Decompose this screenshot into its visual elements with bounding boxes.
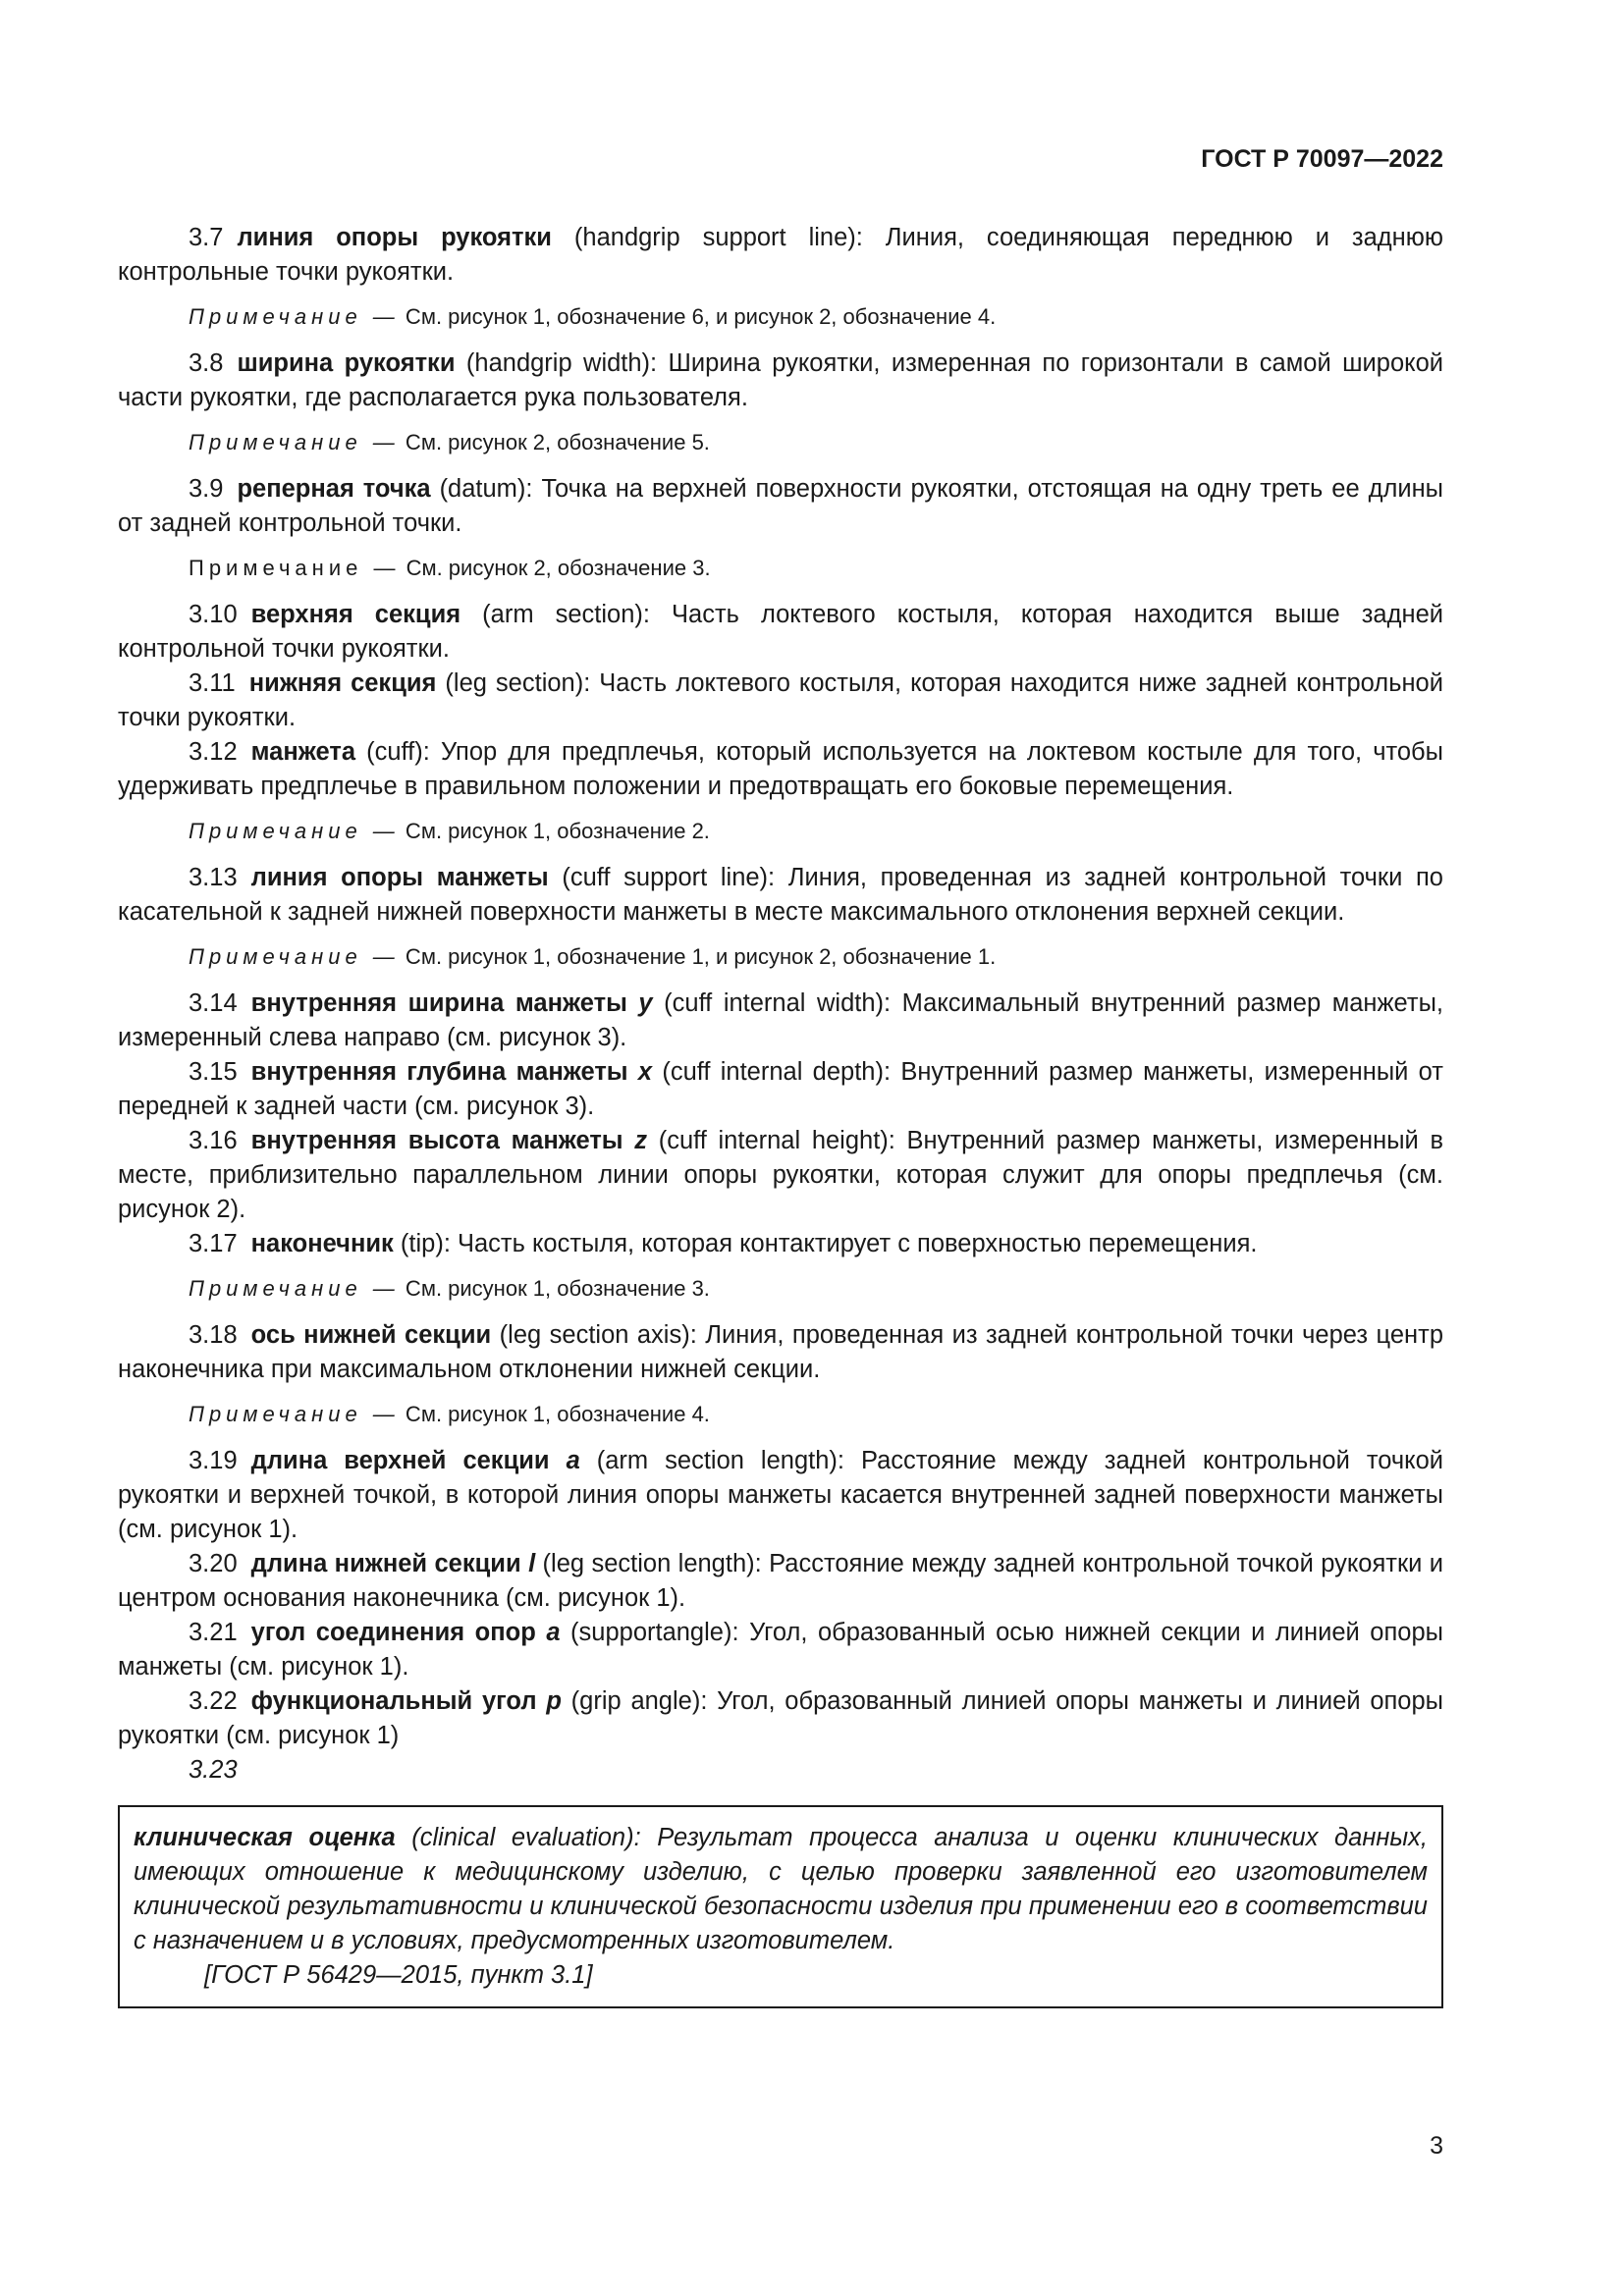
note-3-8: Примечание — См. рисунок 2, обозначение 5.: [189, 430, 710, 454]
term-3-22: 3.22 функциональный угол p (grip angle): Угол, образованный линией опоры манжеты и линией опоры рукоятки (см. рисунок 1): [118, 1687, 1443, 1749]
term-3-23-number: 3.23: [189, 1756, 238, 1784]
boxed-term: клиническая оценка: [134, 1824, 396, 1851]
term-3-13: 3.13 линия опоры манжеты (cuff support line): Линия, проведенная из задней контрольной точки по касательной к задней нижней поверхности манжеты в месте максимального отклонения верхней секции.: [118, 864, 1443, 926]
term-3-7: 3.7 линия опоры рукоятки (handgrip support line): Линия, соединяющая переднюю и заднюю контрольные точки рукоятки.: [118, 224, 1443, 286]
note-3-17: Примечание — См. рисунок 1, обозначение 3.: [189, 1276, 710, 1301]
term-3-10: 3.10 верхняя секция (arm section): Часть локтевого костыля, которая находится выше задней контрольной точки рукоятки.: [118, 601, 1444, 663]
term-3-8: 3.8 ширина рукоятки (handgrip width): Ширина рукоятки, измеренная по горизонтали в самой широкой части рукоятки, где располагается рука пользователя.: [118, 349, 1444, 411]
term-3-16: 3.16 внутренняя высота манжеты z (cuff internal height): Внутренний размер манжеты, измеренный в месте, приблизительно параллельном линии опоры рукоятки, которая служит для опоры предплечья (см. рисунок 2).: [118, 1127, 1444, 1223]
note-3-18: Примечание — См. рисунок 1, обозначение 4.: [189, 1402, 710, 1426]
term-3-18: 3.18 ось нижней секции (leg section axis): Линия, проведенная из задней контрольной точки через центр наконечника при максимальном отклонении нижней секции.: [118, 1321, 1444, 1383]
note-3-9: Примечание — См. рисунок 2, обозначение 3.: [189, 556, 711, 580]
document-header: ГОСТ Р 70097—2022: [1201, 145, 1443, 173]
term-3-20: 3.20 длина нижней секции l (leg section length): Расстояние между задней контрольной точкой рукоятки и центром основания наконечника (см. рисунок 1).: [118, 1550, 1444, 1612]
note-3-7: Примечание — См. рисунок 1, обозначение 6, и рисунок 2, обозначение 4.: [189, 304, 997, 329]
boxed-definition: (clinical evaluation): Результат процесса анализа и оценки клинических данных, имеющих отношение к медицинскому изделию, с целью проверки заявленной его изготовителем клинической результативности и клинической безопасности изделия при применении его в соответствии с назначением и в условиях, предусмотренных изготовителем.: [134, 1824, 1428, 1954]
term-3-21: 3.21 угол соединения опор a (supportangle): Угол, образованный осью нижней секции и линией опоры манжеты (см. рисунок 1).: [118, 1619, 1443, 1681]
note-3-13: Примечание — См. рисунок 1, обозначение 1, и рисунок 2, обозначение 1.: [189, 944, 997, 969]
boxed-reference: [ГОСТ Р 56429—2015, пункт 3.1]: [204, 1961, 593, 1989]
term-3-9: 3.9 реперная точка (datum): Точка на верхней поверхности рукоятки, отстоящая на одну треть ее длины от задней контрольной точки.: [118, 475, 1443, 537]
term-3-17: 3.17 наконечник (tip): Часть костыля, которая контактирует с поверхностью перемещения.: [189, 1230, 1258, 1257]
term-3-19: 3.19 длина верхней секции a (arm section length): Расстояние между задней контрольной точкой рукоятки и верхней точкой, в которой линия опоры манжеты касается внутренней задней поверхности манжеты (см. рисунок 1).: [118, 1447, 1443, 1543]
note-3-12: Примечание — См. рисунок 1, обозначение 2.: [189, 819, 710, 843]
document-body: [118, 221, 1443, 2008]
term-3-11: 3.11 нижняя секция (leg section): Часть локтевого костыля, которая находится ниже задней контрольной точки рукоятки.: [118, 669, 1443, 731]
term-3-14: 3.14 внутренняя ширина манжеты y (cuff internal width): Максимальный внутренний размер манжеты, измеренный слева направо (см. рисунок 3).: [118, 989, 1443, 1051]
term-3-23-boxed-definition: [118, 1805, 1443, 2008]
term-3-12: 3.12 манжета (cuff): Упор для предплечья, который используется на локтевом костыле для того, чтобы удерживать предплечье в правильном положении и предотвращать его боковые перемещения.: [118, 738, 1443, 800]
page-number: 3: [1430, 2132, 1443, 2160]
term-3-15: 3.15 внутренняя глубина манжеты x (cuff internal depth): Внутренний размер манжеты, измеренный от передней к задней части (см. рисунок 3).: [118, 1058, 1443, 1120]
